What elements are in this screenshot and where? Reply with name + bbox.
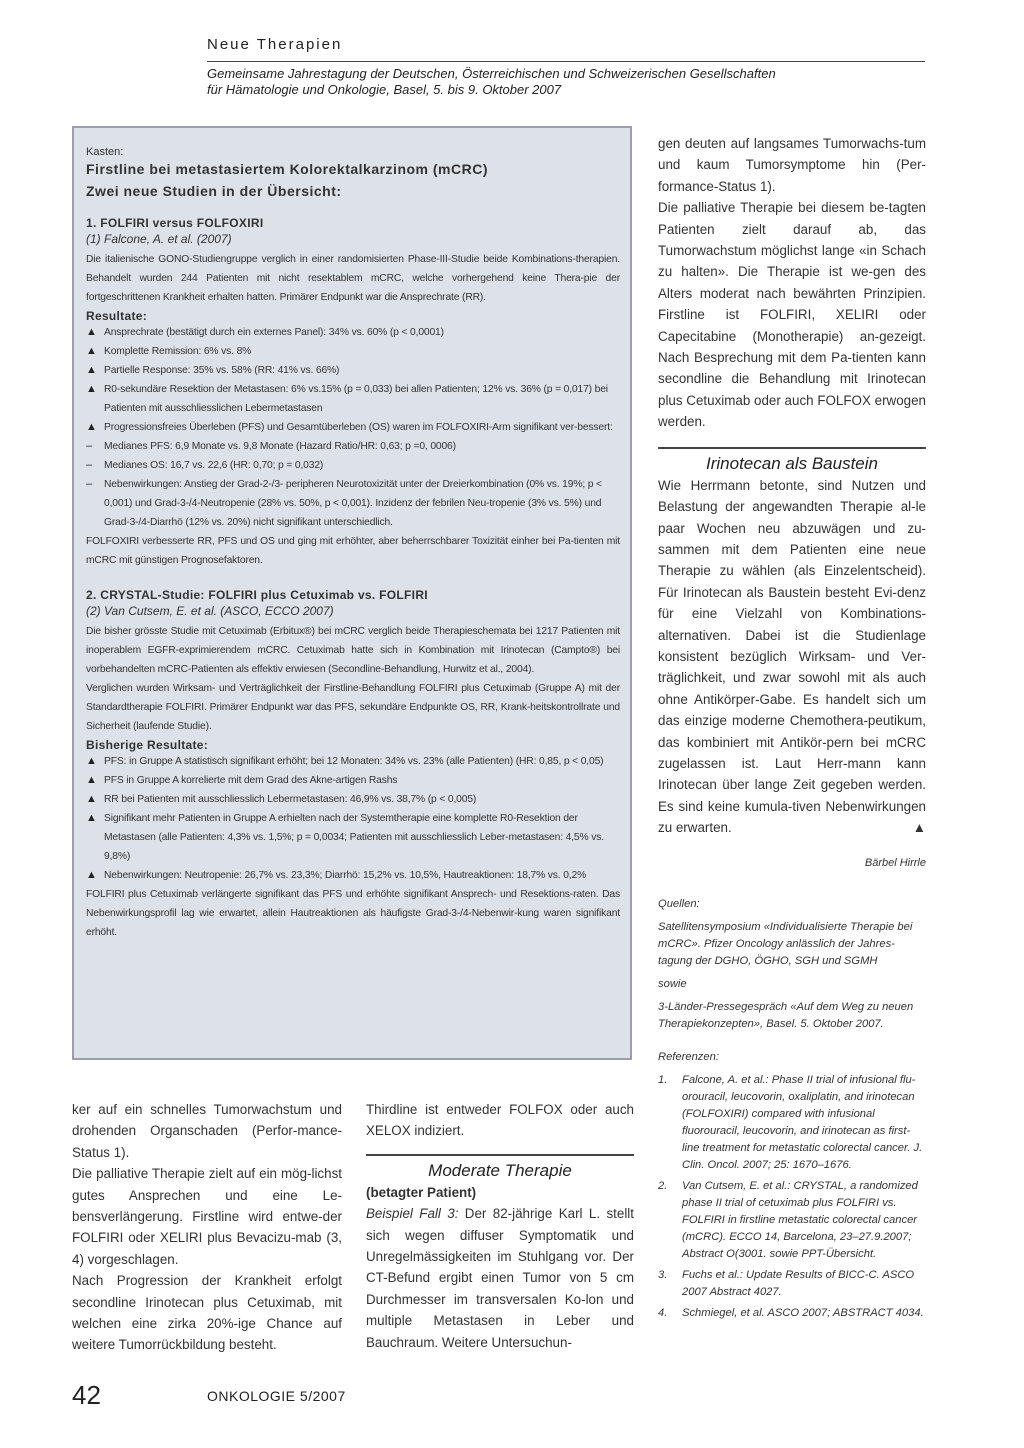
study1-results-list [84,323,620,532]
end-of-article-triangle-icon: ▲ [912,820,926,836]
section-heading-moderate-therapie: Moderate Therapie [428,1160,572,1180]
study2-conclusion: FOLFIRI plus Cetuximab verlängerte signifikant das PFS und erhöhte signifikant Ansprech- und Resektions-raten. Das Nebenwirkungsprofil lag wie erwartet, allein Hautreaktionen als häufigste Grad-3-/4-Nebenwir-kung waren signifikant erhöht. [86,889,620,938]
header-subtitle-line2: für Hämatologie und Onkologie, Basel, 5. bis 9. Oktober 2007 [207,82,562,97]
triangle-bullet-icon: ▲ [86,326,97,338]
result-item [84,456,620,475]
study1-conclusion: FOLFOXIRI verbesserte RR, PFS und OS und ging mit erhöhter, aber beherrschbarer Toxizität einher bei Pa-tienten mit mCRC mit günstigen Prognosefaktoren. [86,536,620,566]
result-text: Progressionsfreies Überleben (PFS) und Gesamtüberleben (OS) waren im FOLFOXIRI-Arm signifikant ver-bessert: [104,422,613,433]
box-title-line1: Firstline bei metastasiertem Kolorektalkarzinom (mCRC) [86,161,488,177]
reference-number: 3. [658,1269,668,1281]
triangle-bullet-icon: ▲ [86,364,97,376]
author-signature: Bärbel Hirrle [864,856,926,869]
study2-results-title: Bisherige Resultate: [86,738,209,752]
result-item [84,475,620,532]
paragraph: Nach Progression der Krankheit erfolgt secondline Irinotecan plus Cetuximab, mit welchen eine zirka 20%-ige Chance auf weitere Tumorrückbildung besteht. [72,1273,342,1353]
header-subtitle [207,66,927,98]
triangle-bullet-icon: ▲ [86,345,97,357]
reference-number: 4. [658,1307,668,1319]
result-text: Medianes OS: 16,7 vs. 22,6 (HR: 0,70; p = 0,032) [104,460,324,471]
result-item [84,790,620,809]
reference-item [658,1072,926,1174]
triangle-bullet-icon: ▲ [86,421,97,433]
dash-bullet-icon: – [86,459,92,471]
reference-text: Van Cutsem, E. et al.: CRYSTAL, a randomized phase II trial of cetuximab plus FOLFIRI vs. FOLFIRI in firstline metastatic colorectal cancer (mCRC). ECCO 14, Barcelona, 23–27.9.2007; Abstract O(3001. sowie PPT-Übersicht. [682,1180,918,1260]
header-subtitle-line1: Gemeinsame Jahrestagung der Deutschen, Österreichischen und Schweizerischen Gesellschaften [207,66,776,81]
paragraph [658,475,926,839]
triangle-bullet-icon: ▲ [86,793,97,805]
result-text: Medianes PFS: 6,9 Monate vs. 9,8 Monate (Hazard Ratio/HR: 0,63; p =0, 0006) [104,441,456,452]
result-item [84,323,620,342]
study2-intro-2: Verglichen wurden Wirksam- und Verträglichkeit der Firstline-Behandlung FOLFIRI plus Cetuximab (Gruppe A) mit der Standardtherapie FOLFIRI. Primärer Endpunkt war das PFS, sekundäre Endpunkte OS, RR, Krank-heitskontrollrate und Sicherheit (laufende Studie). [86,683,620,732]
box-label: Kasten: [86,146,124,158]
triangle-bullet-icon: ▲ [86,869,97,881]
paragraph: Die palliative Therapie bei diesem be-tagten Patienten zielt darauf ab, das Tumorwachstum möglichst lange «in Schach zu halten». Die Therapie ist we-gen des Alters moderat nach bewährten Prinzipien. Firstline ist FOLFIRI, XELIRI oder Capecitabine (Monotherapie) an-gezeigt. Nach Besprechung mit dem Pa-tienten kann secondline die Behandlung mit Irinotecan plus Cetuximab oder auch FOLFOX erwogen werden. [658,200,926,430]
result-text: PFS: in Gruppe A statistisch signifikant erhöht; bei 12 Monaten: 34% vs. 23% (alle Patienten) (HR: 0,85, p < 0,05) [104,756,604,767]
source-connector: sowie [658,978,687,990]
case-text: Der 82-jährige Karl L. stellt sich wegen diffuser Symptomatik und Unregelmässigkeiten im Stuhlgang vor. Der CT-Befund ergibt einen Tumor von 5 cm Durchmesser im transversalen Ko-lon und multiple Metastasen in Leber und Bauchraum. Weitere Untersuchun- [366,1206,634,1350]
paragraph: Die palliative Therapie zielt auf ein mög-lichst gutes Ansprechen und eine Le-bensverlängerung. Firstline wird entwe-der FOLFIRI oder XELIRI plus Bevacizu-mab (3, 4) vorgeschlagen. [72,1166,342,1267]
reference-text: Schmiegel, et al. ASCO 2007; ABSTRACT 4034. [682,1307,924,1319]
reference-text: Falcone, A. et al.: Phase II trial of infusional flu-orouracil, leucovorin, oxaliplatin, and irinotecan (FOLFOXIRI) compared with infusional fluorouracil, leucovorin, and irinotecan as first-line treatment for metastatic colorectal cancer. J. Clin. Oncol. 2007; 25: 1670–1676. [682,1074,923,1171]
references-block [658,1049,926,1322]
study1-reference: (1) Falcone, A. et al. (2007) [86,232,232,246]
result-text: RR bei Patienten mit ausschliesslich Lebermetastasen: 46,9% vs. 38,7% (p < 0,005) [104,794,477,805]
result-item [84,771,620,790]
result-item [84,809,620,866]
text-column-3 [658,133,926,1322]
study2-title: 2. CRYSTAL-Studie: FOLFIRI plus Cetuximab vs. FOLFIRI [86,588,428,602]
result-item [84,342,620,361]
journal-footer: ONKOLOGIE 5/2007 [207,1388,346,1404]
result-item [84,418,620,437]
section-rule [658,447,926,449]
result-text: PFS in Gruppe A korrelierte mit dem Grad des Akne-artigen Rashs [104,775,398,786]
section-heading-irinotecan: Irinotecan als Baustein [706,453,878,473]
section-rule [366,1154,634,1156]
study1-results-title: Resultate: [86,309,148,323]
result-text: Nebenwirkungen: Neutropenie: 26,7% vs. 23,3%; Diarrhö: 15,2% vs. 10,5%, Hautreaktionen: 18,7% vs. 0,2% [104,870,587,881]
triangle-bullet-icon: ▲ [86,755,97,767]
dash-bullet-icon: – [86,440,92,452]
source-item: Satellitensymposium «Individualisierte Therapie bei mCRC». Pfizer Oncology anlässlich der Jahres-tagung der DGHO, ÖGHO, SGH und SGMH [658,921,913,967]
result-item [84,752,620,771]
running-header-title: Neue Therapien [207,36,343,53]
reference-text: Fuchs et al.: Update Results of BICC-C. ASCO 2007 Abstract 4027. [682,1269,915,1298]
result-item [84,866,620,885]
dash-bullet-icon: – [86,478,92,490]
result-text: Komplette Remission: 6% vs. 8% [104,346,252,357]
result-item [84,380,620,418]
result-item [84,437,620,456]
section-subheading: (betagter Patient) [366,1184,477,1200]
text-column-2 [366,1099,634,1353]
result-text: Signifikant mehr Patienten in Gruppe A erhielten nach der Systemtherapie eine komplette R0-Resektion der Metastasen (alle Patienten: 4,3% vs. 1,5%; p = 0,0034; Patienten mit ausschliesslich Leber-metastasen: 4,5% vs. 9,8%) [104,813,604,862]
result-text: R0-sekundäre Resektion der Metastasen: 6% vs.15% (p = 0,033) bei allen Patienten; 12% vs. 36% (p = 0,017) bei Patienten mit ausschliesslichen Lebermetastasen [104,384,608,414]
study2-intro-1: Die bisher grösste Studie mit Cetuximab (Erbitux®) bei mCRC verglich beide Therapieschemata bei 1217 Patienten mit inoperablem EGFR-exprimierendem mCRC. Cetuximab hatte sich in Kombination mit Irinotecan (Campto®) bei vorbehandelten mCRC-Patienten als effektiv erwiesen (Secondline-Behandlung, Hurwitz et al., 2004). [86,626,620,675]
study2-reference: (2) Van Cutsem, E. et al. (ASCO, ECCO 2007) [86,604,334,618]
info-box [72,126,632,1060]
triangle-bullet-icon: ▲ [86,812,97,824]
box-title-line2: Zwei neue Studien in der Übersicht: [86,183,342,199]
paragraph: gen deuten auf langsames Tumorwachs-tum und kaum Tumorsymptome hin (Per-formance-Status 1). [658,136,926,194]
sources-label: Quellen: [658,898,700,910]
triangle-bullet-icon: ▲ [86,774,97,786]
text-column-1 [72,1099,342,1356]
reference-item [658,1267,926,1301]
paragraph [366,1203,634,1353]
result-item [84,361,620,380]
result-text: Nebenwirkungen: Anstieg der Grad-2-/3- peripheren Neurotoxizität unter der Dreierkombination (0% vs. 19%; p < 0,001) und Grad-3-/4-Neutropenie (28% vs. 50%, p < 0,001). Inzidenz der febrilen Neu-tropenie (3% vs. 5%) und Grad-3-/4-Diarrhö (12% vs. 20%) nicht signifikant unterschiedlich. [104,479,602,528]
paragraph-text: Wie Herrmann betonte, sind Nutzen und Belastung der angewandten Therapie al-le paar Wochen neu abzuwägen und zu-sammen mit dem Patienten eine neue Therapie zu wählen (als Einzelentscheid). Für Irinotecan als Baustein besteht Evi-denz für eine Vielzahl von Kombinations-alternativen. Dabei ist die Studienlage konsistent bezüglich Wirksam- und Ver-träglichkeit, und zwar sowohl mit als auch ohne Antikörper-Gabe. Es handelt sich um das einzige moderne Chemothera-peutikum, das kombiniert mit Antikör-pern bei mCRC zugelassen ist. Laut Herr-mann kann Irinotecan über lange Zeit gegeben werden. Es sind keine kumula-tiven Nebenwirkungen zu erwarten. [658,477,926,836]
reference-number: 2. [658,1180,668,1192]
triangle-bullet-icon: ▲ [86,383,97,395]
paragraph: Thirdline ist entweder FOLFOX oder auch XELOX indiziert. [366,1102,634,1139]
reference-item [658,1305,926,1322]
source-item: 3-Länder-Pressegespräch «Auf dem Weg zu neuen Therapiekonzepten», Basel. 5. Oktober 2007. [658,1001,914,1030]
sources-block [658,896,926,1033]
study1-intro: Die italienische GONO-Studiengruppe verglich in einer randomisierten Phase-III-Studie beide Kombinations-therapien. Behandelt wurden 244 Patienten mit nicht resektablem mCRC, welche vorhergehend keine Thera-pie der fortgeschrittenen Krankheit erhalten hatten. Primärer Endpunkt war die Ansprechrate (RR). [86,254,620,303]
result-text: Partielle Response: 35% vs. 58% (RR: 41% vs. 66%) [104,365,340,376]
paragraph: ker auf ein schnelles Tumorwachstum und drohenden Organschaden (Perfor-mance-Status 1). [72,1102,342,1160]
header-rule [207,61,925,62]
study1-title: 1. FOLFIRI versus FOLFOXIRI [86,216,264,230]
reference-number: 1. [658,1074,668,1086]
reference-item [658,1178,926,1263]
result-text: Ansprechrate (bestätigt durch ein externes Panel): 34% vs. 60% (p < 0,0001) [104,327,444,338]
page-number: 42 [72,1380,101,1410]
references-label: Referenzen: [658,1051,719,1063]
study2-results-list [84,752,620,885]
case-label: Beispiel Fall 3: [366,1206,459,1222]
